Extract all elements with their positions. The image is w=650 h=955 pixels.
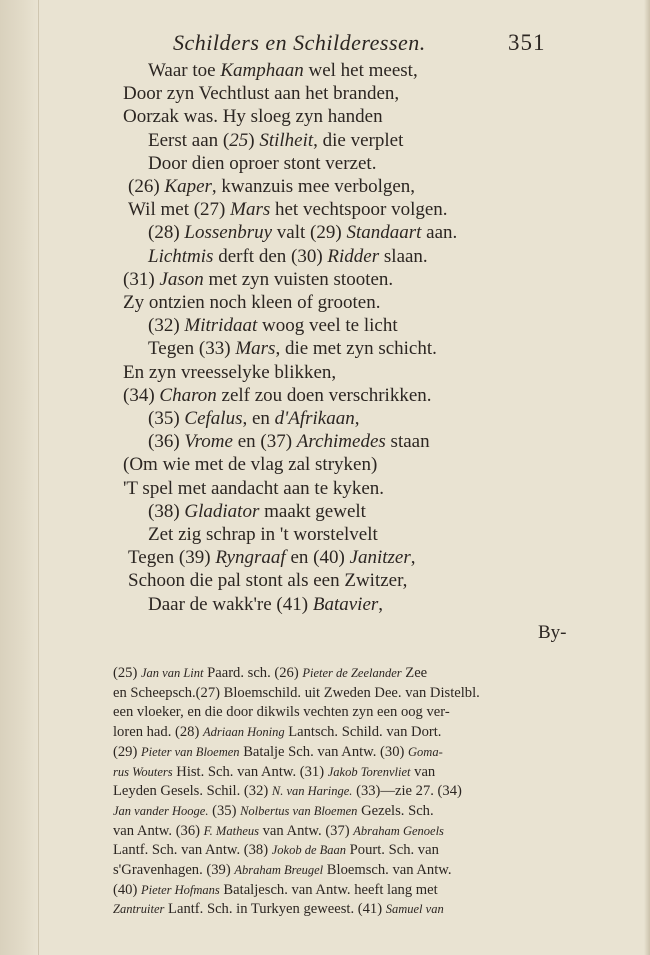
poem-line-segment: Tegen (39): [128, 547, 216, 569]
poem-line-segment: (32): [148, 315, 185, 337]
page-edge: [644, 0, 650, 955]
poem-line-segment: staan: [385, 431, 430, 453]
poem-line-segment: met zyn vuisten stooten.: [203, 268, 394, 290]
footnote-segment: Zantruiter: [113, 902, 165, 917]
footnote-segment: (25): [113, 665, 141, 681]
poem-line-segment: ,: [354, 408, 360, 429]
footnote-segment: Nolbertus van Bloemen: [240, 803, 358, 818]
footnote-segment: (40): [113, 881, 141, 898]
footnote-segment: Paard. sch. (26): [203, 665, 303, 681]
poem-line-segment: Janitzer: [349, 547, 411, 569]
poem-line-segment: Gladiator: [184, 500, 260, 522]
footnote-line: [113, 822, 613, 841]
poem-line-segment: Door zyn Vechtlust aan het branden,: [123, 83, 400, 105]
footnote-segment: Hist. Sch. van Antw. (31): [172, 763, 328, 780]
poem-line-segment: d'Afrikaan: [274, 408, 355, 429]
poem-line-segment: Mitridaat: [184, 315, 258, 337]
poem-line-segment: Ryngraaf: [215, 547, 286, 569]
poem-line-segment: het vechtspoor volgen.: [270, 199, 448, 221]
footnote-segment: Abraham Genoels: [353, 823, 444, 838]
poem-line: [148, 338, 437, 360]
poem-line-segment: Door dien oproer stont verzet.: [148, 152, 377, 174]
footnote-segment: Bataljesch. van Antw. heeft lang met: [219, 881, 438, 898]
poem-line: [148, 594, 383, 616]
poem-line-segment: en (37): [232, 431, 297, 453]
poem-line: [148, 246, 428, 268]
footnote-segment: loren had. (28): [113, 724, 203, 741]
poem-line: [148, 222, 457, 244]
poem-line: [123, 385, 432, 407]
catchword: By-: [538, 622, 567, 643]
poem-line-segment: En zyn vreesselyke blikken,: [123, 361, 337, 383]
poem-line: [123, 292, 380, 314]
poem-line-segment: Lossenbruy: [184, 222, 273, 244]
poem-line: [128, 547, 416, 569]
poem-line-segment: aan.: [421, 222, 458, 244]
footnote-line: [113, 703, 613, 722]
poem-line-segment: maakt gewelt: [259, 500, 366, 522]
poem-line-segment: ): [248, 129, 260, 151]
footnote-segment: Leyden Gesels. Schil. (32): [113, 783, 272, 800]
footnote-segment: Batalje Sch. van Antw. (30): [239, 743, 409, 760]
poem-line-segment: Cefalus: [184, 408, 243, 429]
footnote-segment: Jan vander Hooge.: [113, 803, 209, 818]
poem-line-segment: Batavier: [312, 593, 379, 615]
footnote-line: [113, 684, 613, 703]
poem-line-segment: Kamphaan: [220, 60, 304, 81]
footnote-segment: en Scheepsch.(27) Bloemschild. uit Zweden Dee. van Distelbl.: [113, 684, 480, 701]
poem-line-segment: Jason: [159, 268, 204, 290]
poem-line-segment: Stilheit: [259, 129, 314, 151]
footnote-line: [113, 900, 613, 919]
footnote-segment: (33)—zie 27. (34): [352, 783, 462, 800]
poem-line-segment: ,: [410, 547, 416, 569]
footnote-line: [113, 861, 613, 880]
poem-line-segment: (35): [148, 408, 185, 429]
footnote-segment: Adriaan Honing: [202, 725, 285, 740]
poem-line-segment: Zy ontzien noch kleen of grooten.: [123, 292, 381, 313]
footnote-segment: (35): [208, 802, 241, 819]
poem-line: [123, 362, 336, 384]
footnote-segment: Pieter van Bloemen: [140, 744, 240, 759]
poem-line: [148, 501, 366, 523]
poem-line-segment: Standaart: [346, 222, 422, 244]
footnote-segment: van Antw. (36): [113, 822, 204, 839]
footnote-segment: rus Wouters: [113, 764, 173, 779]
poem-line-segment: Tegen (33): [148, 338, 236, 360]
footnote-segment: N. van Haringe.: [271, 784, 353, 799]
poem-line-segment: (31): [123, 268, 160, 290]
footnote-line: [113, 802, 613, 821]
footnote-line: [113, 723, 613, 742]
poem-line: [128, 176, 415, 198]
footnote-segment: Abraham Breugel: [234, 863, 324, 877]
poem-line-segment: , kwanzuis mee verbolgen,: [211, 176, 416, 197]
poem-line-segment: Ridder: [327, 245, 380, 267]
poem-line-segment: , en: [242, 408, 275, 429]
poem-line-segment: derft den (30): [213, 245, 328, 267]
poem-line: [148, 524, 378, 546]
poem-line-segment: Eerst aan (: [148, 129, 230, 151]
footnote-line: [113, 743, 613, 762]
book-page: [38, 0, 644, 955]
poem-line-segment: Waar toe: [148, 60, 221, 81]
footnote-line: [113, 782, 613, 801]
footnote-segment: Lantsch. Schild. van Dort.: [284, 724, 442, 741]
footnote-segment: Gezels. Sch.: [357, 802, 434, 819]
footnote-segment: (29): [113, 743, 141, 760]
poem-line-segment: (36): [148, 431, 185, 453]
footnote-segment: van Antw. (37): [258, 822, 354, 839]
poem-line-segment: Lichtmis: [148, 245, 214, 267]
book-gutter: [0, 0, 39, 955]
footnote-segment: Jan van Lint: [140, 666, 204, 680]
poem-line-segment: slaan.: [379, 245, 428, 267]
footnote-line: [113, 841, 613, 860]
footnote-segment: Jakob Torenvliet: [327, 764, 411, 779]
footnote-segment: s'Gravenhagen. (39): [113, 862, 235, 878]
poem-line-segment: Vrome: [184, 431, 233, 453]
poem-line-segment: Schoon die pal stont als een Zwitzer,: [128, 570, 408, 592]
poem-line-segment: 25: [229, 129, 249, 151]
poem-line-segment: (26): [128, 176, 165, 197]
footnote-segment: Lantf. Sch. in Turkyen geweest. (41): [164, 901, 386, 918]
poem-line-segment: Wil met (27): [128, 199, 231, 221]
poem-line-segment: zelf zou doen verschrikken.: [216, 384, 432, 406]
poem-line-segment: (34): [123, 384, 160, 406]
poem-line-segment: valt (29): [272, 222, 347, 244]
poem-line-segment: Charon: [159, 384, 217, 406]
poem-line-segment: en (40): [285, 547, 350, 569]
running-head: Schilders en Schilderessen.: [173, 30, 426, 55]
poem-line: [148, 153, 376, 175]
poem-line-segment: Daar de wakk're (41): [148, 593, 313, 615]
footnote-segment: Samuel van: [385, 902, 444, 917]
poem-line: [128, 199, 448, 221]
footnote-line: [113, 881, 613, 900]
poem-line: [128, 570, 407, 592]
footnote-segment: Lantf. Sch. van Antw. (38): [113, 842, 272, 859]
poem-line-segment: ,: [378, 593, 384, 615]
poem-line: [123, 83, 399, 105]
poem-line: [123, 106, 383, 128]
footnote-segment: F. Matheus: [203, 823, 259, 838]
footnote-line: [113, 664, 613, 683]
poem-line-segment: (38): [148, 500, 185, 522]
poem-line-segment: Oorzak was. Hy sloeg zyn handen: [123, 106, 383, 128]
poem-line-segment: , die met zyn schicht.: [275, 338, 437, 360]
footnote-segment: Goma-: [408, 744, 443, 759]
poem-line: [148, 60, 418, 82]
footnote-segment: Bloemsch. van Antw.: [323, 862, 452, 878]
footnote-segment: Pieter de Zeelander: [302, 666, 402, 680]
poem-line-segment: woog veel te licht: [257, 315, 398, 337]
poem-line-segment: Mars: [235, 338, 276, 360]
footnote-segment: een vloeker, en die door dikwils vechten zyn een oog ver-: [113, 704, 450, 721]
poem-line-segment: (28): [148, 222, 185, 244]
poem-line-segment: Zet zig schrap in 't worstelvelt: [148, 524, 378, 545]
poem-line: [148, 408, 359, 430]
poem-line-segment: Kaper: [164, 176, 212, 197]
footnote-line: [113, 763, 613, 782]
poem-line-segment: Mars: [230, 199, 271, 221]
poem-line: [148, 431, 430, 453]
poem-line: [123, 269, 393, 291]
footnote-segment: Jokob de Baan: [271, 843, 347, 858]
poem-line: [123, 478, 384, 500]
page-number: 351: [508, 30, 546, 55]
footnote-segment: van: [410, 763, 436, 780]
poem-line-segment: wel het meest,: [303, 60, 418, 81]
footnote-segment: Pourt. Sch. van: [346, 842, 439, 859]
poem-line-segment: 'T spel met aandacht aan te kyken.: [123, 477, 385, 499]
poem-line: [148, 315, 398, 337]
footnote-segment: Pieter Hofmans: [140, 882, 220, 897]
poem-line: [148, 130, 403, 152]
poem-line: [123, 454, 377, 476]
footnote-segment: Zee: [401, 665, 428, 681]
poem-line-segment: Archimedes: [296, 431, 386, 453]
poem-line-segment: , die verplet: [313, 129, 404, 151]
poem-line-segment: (Om wie met de vlag zal stryken): [123, 454, 378, 476]
